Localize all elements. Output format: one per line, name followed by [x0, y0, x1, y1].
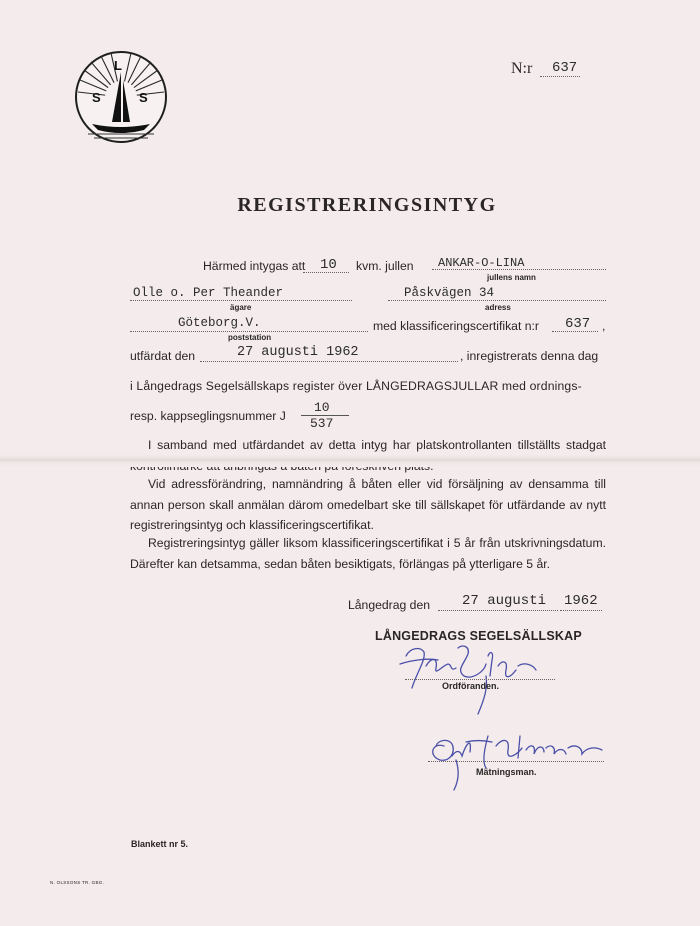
line1-prefix: Härmed intygas att: [203, 259, 306, 273]
boat-name-label: jullens namn: [487, 273, 536, 282]
address-value: Påskvägen 34: [404, 286, 495, 300]
measurer-signature: [426, 722, 610, 792]
line1-middle: kvm. jullen: [356, 259, 414, 273]
signature-year: 1962: [564, 593, 598, 609]
sailing-number-bottom: 537: [310, 416, 334, 431]
signature-date: 27 augusti: [462, 593, 547, 609]
sailing-number-top: 10: [314, 400, 330, 415]
sls-logo: [74, 50, 168, 144]
issued-label: utfärdat den: [130, 349, 196, 363]
post-station-label: poststation: [228, 333, 272, 342]
issued-date: 27 augusti 1962: [237, 345, 359, 360]
club-name: LÅNGEDRAGS SEGELSÄLLSKAP: [375, 629, 582, 643]
chairman-title: Ordföranden.: [442, 681, 500, 691]
certificate-number: 637: [565, 316, 591, 332]
boat-size-value: 10: [320, 257, 337, 273]
printer-line: N. OLSSONS TR. GBG.: [50, 880, 105, 885]
certificate-page: L S S N:r 637 REGISTRERINGSINTYG Härmed intygas att 10 kvm. jullen ANKAR-O-LINA jullens namn Olle o. Per Theander ägare Påskvägen 34 adress Göteborg.V. poststation med klassificeringscertifikat n:r 637 , utfärdat den 27 augusti 1962 , inregistrerats denna dag i Långedrags Segelsällskaps register över LÅNGEDRAGSJULLAR med ordnings- resp. kappseglingsnummer J 10 537 I samband med utfärdandet av detta intyg har platskontrollanten tillställts stadgat Vid adressförändring, namnändring å båten eller vid försäljning av densamma till annan person skall anmälan därom omedelbart ske till sällskapet för utfärdande av nytt registreringsintyg och klassificeringscertifikat. Registreringsintyg gäller liksom klassificeringscertifikat i 5 år från utskrivningsdatum. Därefter kan detsamma, sedan båten besiktigats, förlängas på ytterligare 5 år. Långedrag den 27 augusti 1962 LÅNGEDRAGS SEGELSÄLLSKAP Ordföranden. Mätningsman. Blankett nr 5. N. OLSSONS TR. GBG.: [0, 0, 700, 926]
logo-letter-s2: S: [139, 90, 148, 105]
number-label: N:r: [511, 60, 533, 77]
paragraph-validity: Registreringsintyg gäller liksom klassificeringscertifikat i 5 år från utskrivningsdatum. Därefter kan detsamma, sedan båten besiktigats, förlängas på ytterligare 5 år.: [130, 536, 606, 571]
page-title: REGISTRERINGSINTYG: [237, 194, 497, 216]
owner-value: Olle o. Per Theander: [133, 286, 284, 300]
paragraph-address-change: Vid adressförändring, namnändring å båten eller vid försäljning av densamma till annan person skall anmälan därom omedelbart ske till sällskapet för utfärdande av nytt registreringsintyg och klassificeringscertifikat.: [130, 477, 606, 532]
certificate-text: med klassificeringscertifikat n:r: [373, 319, 539, 333]
boat-name-value: ANKAR-O-LINA: [438, 256, 525, 270]
chairman-signature: [398, 636, 548, 718]
place-prefix: Långedrag den: [348, 598, 431, 612]
measurer-title: Mätningsman.: [476, 767, 537, 777]
number-value: 637: [552, 60, 578, 76]
logo-letter-s1: S: [92, 90, 101, 105]
form-label: Blankett nr 5.: [131, 839, 189, 849]
address-label: adress: [485, 303, 511, 312]
registered-text: , inregistrerats denna dag: [460, 349, 599, 363]
paragraph-control-mark: I samband med utfärdandet av detta intyg har platskontrollanten tillställts stadgat: [148, 438, 606, 452]
logo-letter-l: L: [114, 58, 122, 73]
paper-fold: [0, 455, 700, 467]
owner-label: ägare: [230, 303, 252, 312]
post-station-value: Göteborg.V.: [178, 316, 261, 330]
register-line: i Långedrags Segelsällskaps register över LÅNGEDRAGSJULLAR med ordnings-: [130, 379, 582, 393]
sailing-number-label: resp. kappseglingsnummer J: [130, 409, 286, 423]
